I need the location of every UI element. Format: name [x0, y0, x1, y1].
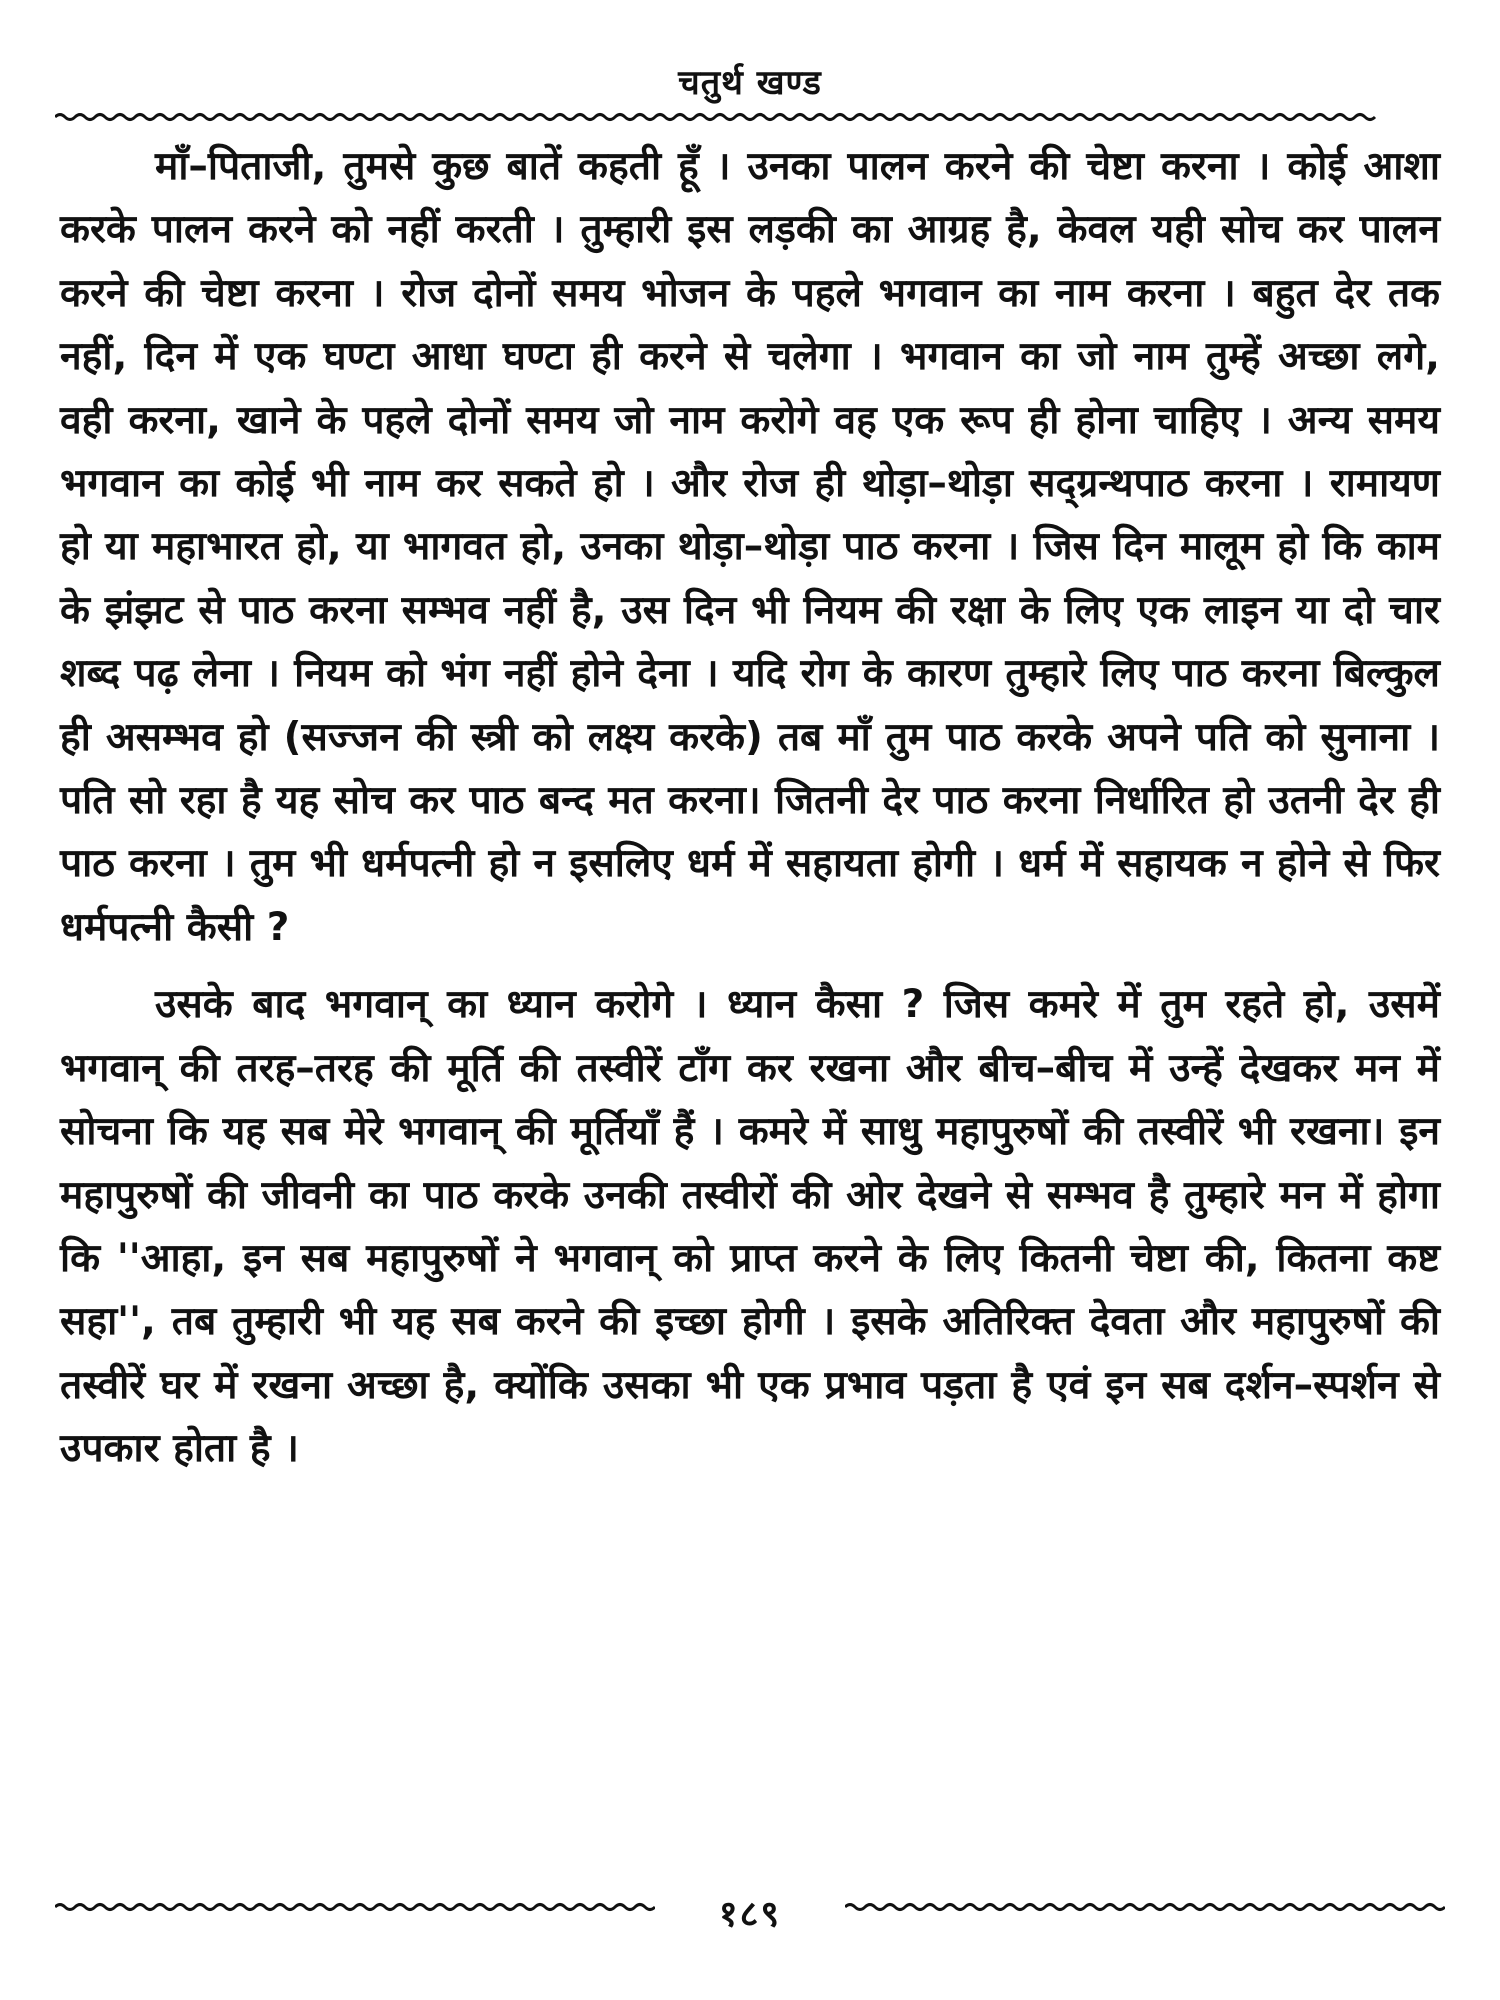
paragraph-2: उसके बाद भगवान् का ध्यान करोगे । ध्यान कैसा ? जिस कमरे में तुम रहते हो, उसमें भगवान् की तरह–तरह की मूर्ति की तस्वीरें टाँग कर रखना और बीच–बीच में उन्हें देखकर मन में सोचना कि यह सब मेरे भगवान् की मूर्तियाँ हैं । कमरे में साधु महापुरुषों की तस्वीरें भी रखना। इन महापुरुषों की जीवनी का पाठ करके उनकी तस्वीरों की ओर देखने से सम्भव है तुम्हारे मन में होगा कि ''आहा, इन सब महापुरुषों ने भगवान् को प्राप्त करने के लिए कितनी चेष्टा की, कितना कष्ट सहा'', तब तुम्हारी भी यह सब करने की इच्छा होगी । इसके अतिरिक्त देवता और महापुरुषों की तस्वीरें घर में रखना अच्छा है, क्योंकि उसका भी एक प्रभाव पड़ता है एवं इन सब दर्शन–स्पर्शन से उपकार होता है । — [60, 982, 1440, 1472]
footer-wavy-rule-right — [845, 1900, 1445, 1914]
body-text — [60, 135, 1440, 1481]
header-wavy-rule — [55, 110, 1445, 124]
paragraph-1: माँ–पिताजी, तुमसे कुछ बातें कहती हूँ । उनका पालन करने की चेष्टा करना । कोई आशा करके पालन करने को नहीं करती । तुम्हारी इस लड़की का आग्रह है, केवल यही सोच कर पालन करने की चेष्टा करना । रोज दोनों समय भोजन के पहले भगवान का नाम करना । बहुत देर तक नहीं, दिन में एक घण्टा आधा घण्टा ही करने से चलेगा । भगवान का जो नाम तुम्हें अच्छा लगे, वही करना, खाने के पहले दोनों समय जो नाम करोगे वह एक रूप ही होना चाहिए । अन्य समय भगवान का कोई भी नाम कर सकते हो । और रोज ही थोड़ा–थोड़ा सद्ग्रन्थपाठ करना । रामायण हो या महाभारत हो, या भागवत हो, उनका थोड़ा–थोड़ा पाठ करना । जिस दिन मालूम हो कि काम के झंझट से पाठ करना सम्भव नहीं है, उस दिन भी नियम की रक्षा के लिए एक लाइन या दो चार शब्द पढ़ लेना । नियम को भंग नहीं होने देना । यदि रोग के कारण तुम्हारे लिए पाठ करना बिल्कुल ही असम्भव हो (सज्जन की स्त्री को लक्ष्य करके) तब माँ तुम पाठ करके अपने पति को सुनाना । पति सो रहा है यह सोच कर पाठ बन्द मत करना। जितनी देर पाठ करना निर्धारित हो उतनी देर ही पाठ करना । तुम भी धर्मपत्नी हो न इसलिए धर्म में सहायता होगी । धर्म में सहायक न होने से फिर धर्मपत्नी कैसी ? — [60, 144, 1440, 950]
page-number: १८९ — [718, 1894, 782, 1935]
chapter-title: चतुर्थ खण्ड — [678, 63, 822, 103]
